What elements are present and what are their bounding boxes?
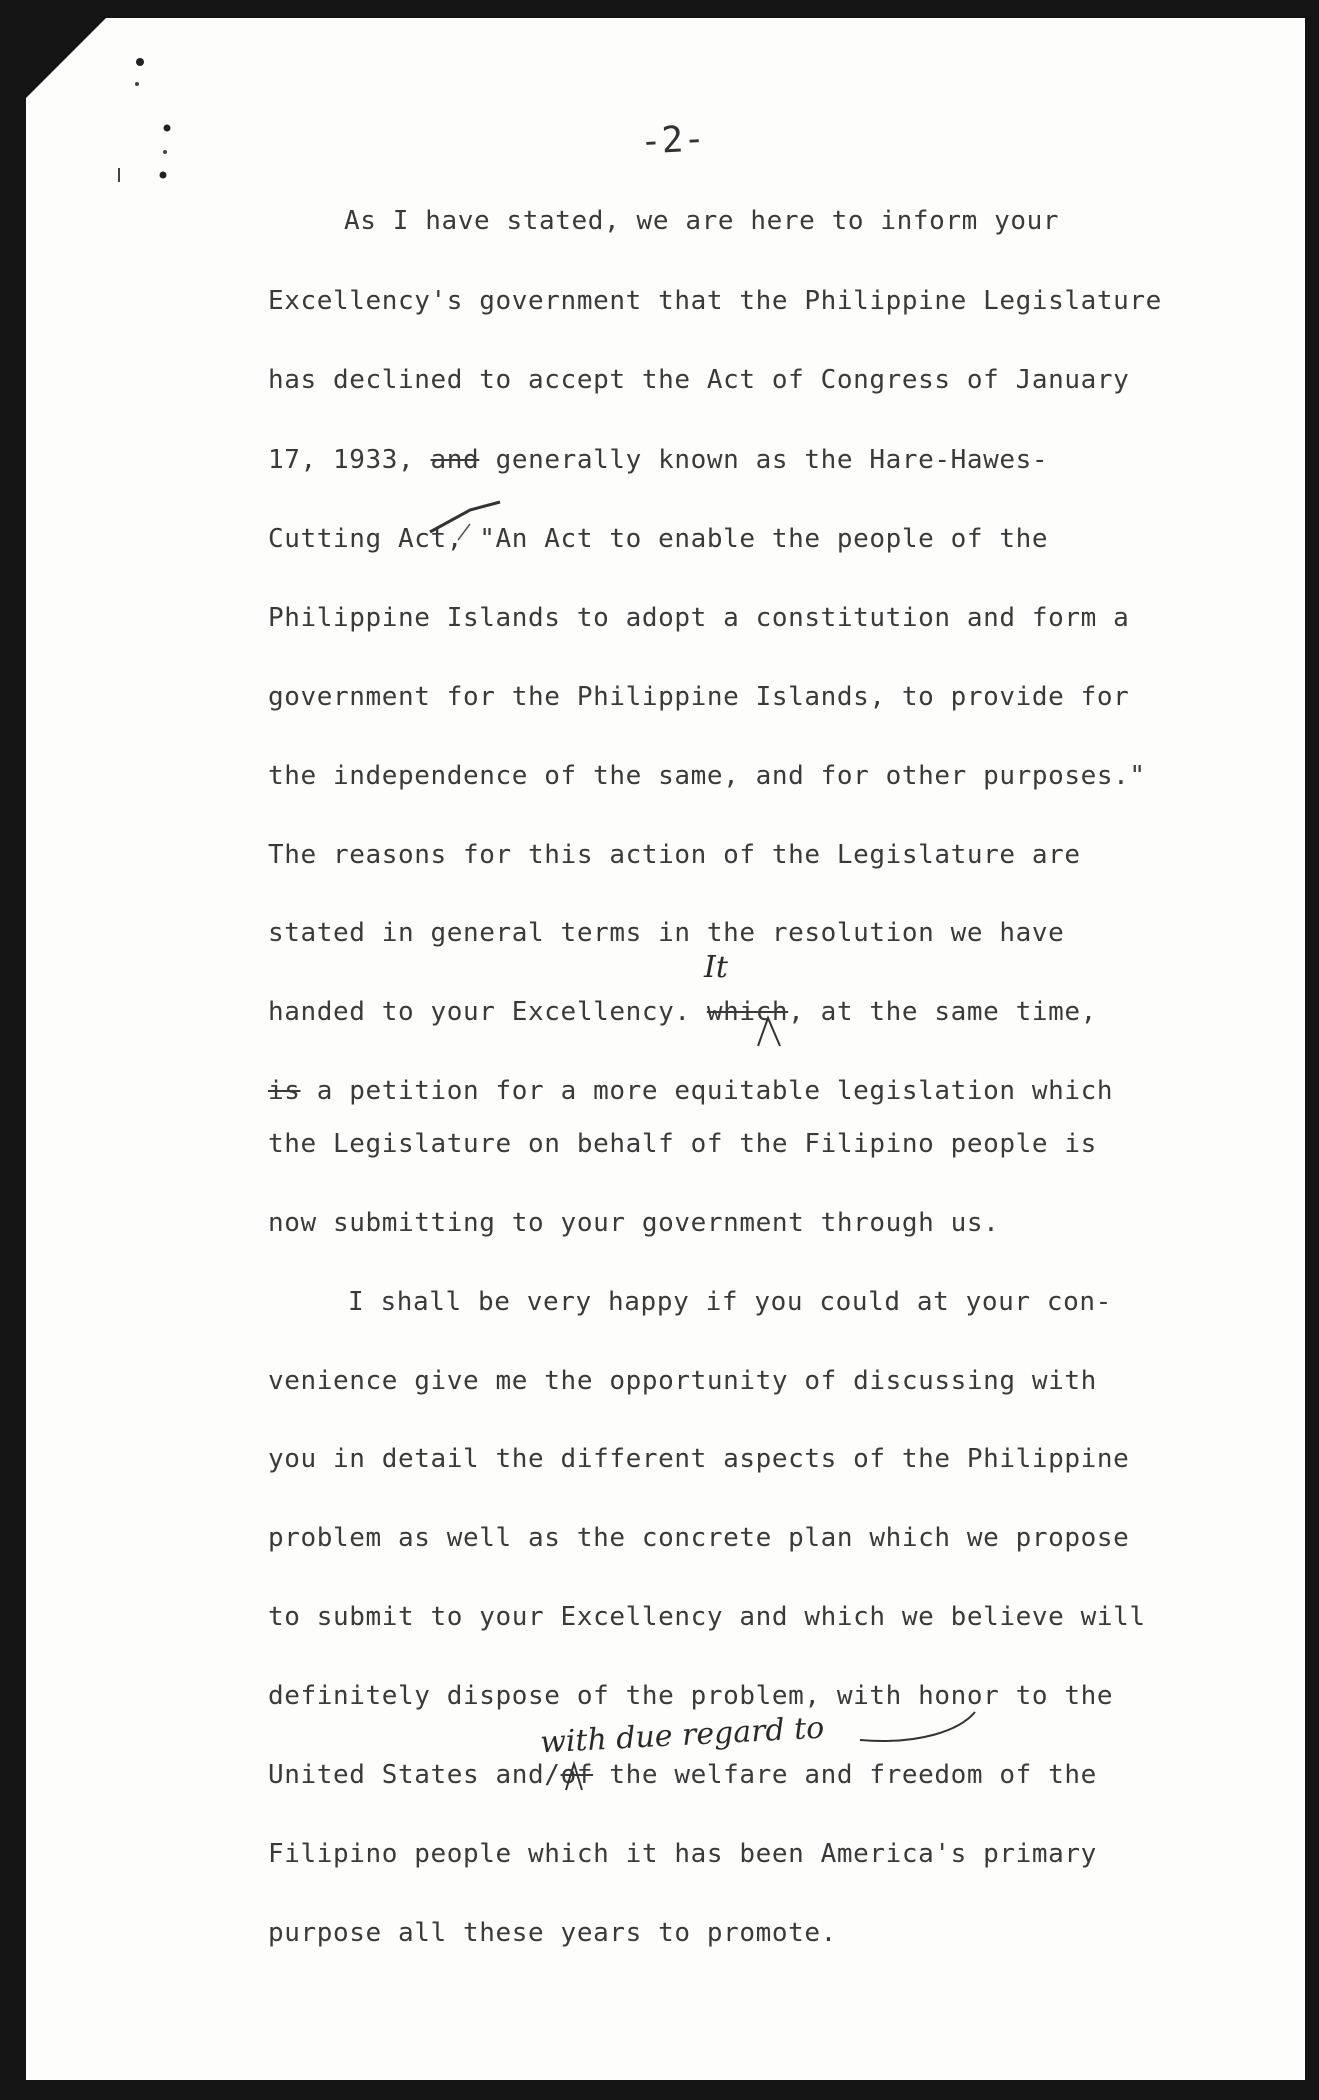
text-line: problem as well as the concrete plan which we propose (268, 1523, 1130, 1553)
text-line (268, 1076, 1113, 1106)
text-line: I shall be very happy if you could at your con- (348, 1287, 1112, 1317)
deleted-word: and (430, 445, 480, 475)
text-line: now submitting to your government through us. (268, 1208, 1000, 1238)
text-line: Cutting Act, "An Act to enable the people of the (268, 524, 1049, 554)
text-segment: , at the same time, (788, 997, 1097, 1027)
binder-punch-marks (0, 0, 200, 220)
page-number: -2- (638, 118, 707, 163)
deleted-word: of (560, 1760, 594, 1790)
text-segment: the welfare and freedom of the (593, 1760, 1097, 1790)
text-line (268, 997, 1097, 1027)
text-line (268, 1760, 1097, 1790)
text-line: purpose all these years to promote. (268, 1918, 837, 1948)
text-segment: a petition for a more equitable legislation which (300, 1076, 1114, 1106)
text-line: government for the Philippine Islands, to provide for (268, 682, 1130, 712)
text-line: As I have stated, we are here to inform your (344, 206, 1060, 236)
text-segment: generally known as the Hare-Hawes- (479, 445, 1049, 475)
text-line: to submit to your Excellency and which we believe will (268, 1602, 1146, 1632)
text-line: you in detail the different aspects of the Philippine (268, 1444, 1130, 1474)
text-line: Filipino people which it has been America's primary (268, 1839, 1097, 1869)
text-segment: 17, 1933, (268, 445, 431, 475)
text-line (268, 445, 1048, 475)
text-line: the independence of the same, and for other purposes." (268, 761, 1146, 791)
text-line: has declined to accept the Act of Congress of January (268, 365, 1130, 395)
text-line: definitely dispose of the problem, with honor to the (268, 1681, 1114, 1711)
deleted-word: which (706, 997, 789, 1027)
text-line: venience give me the opportunity of discussing with (268, 1366, 1097, 1396)
handwritten-insert-it: It (704, 950, 728, 985)
handwritten-insert-with-due-regard: with due regard to (539, 1710, 826, 1761)
deleted-word: is (268, 1076, 301, 1106)
text-segment: handed to your Excellency. (268, 997, 707, 1027)
text-line: Philippine Islands to adopt a constitution and form a (268, 603, 1130, 633)
text-line: the Legislature on behalf of the Filipino people is (268, 1129, 1097, 1159)
text-line: The reasons for this action of the Legislature are (268, 840, 1081, 870)
text-line: stated in general terms in the resolution we have (268, 918, 1065, 948)
text-segment: United States and/ (268, 1760, 561, 1790)
text-line: Excellency's government that the Philippine Legislature (268, 286, 1162, 316)
